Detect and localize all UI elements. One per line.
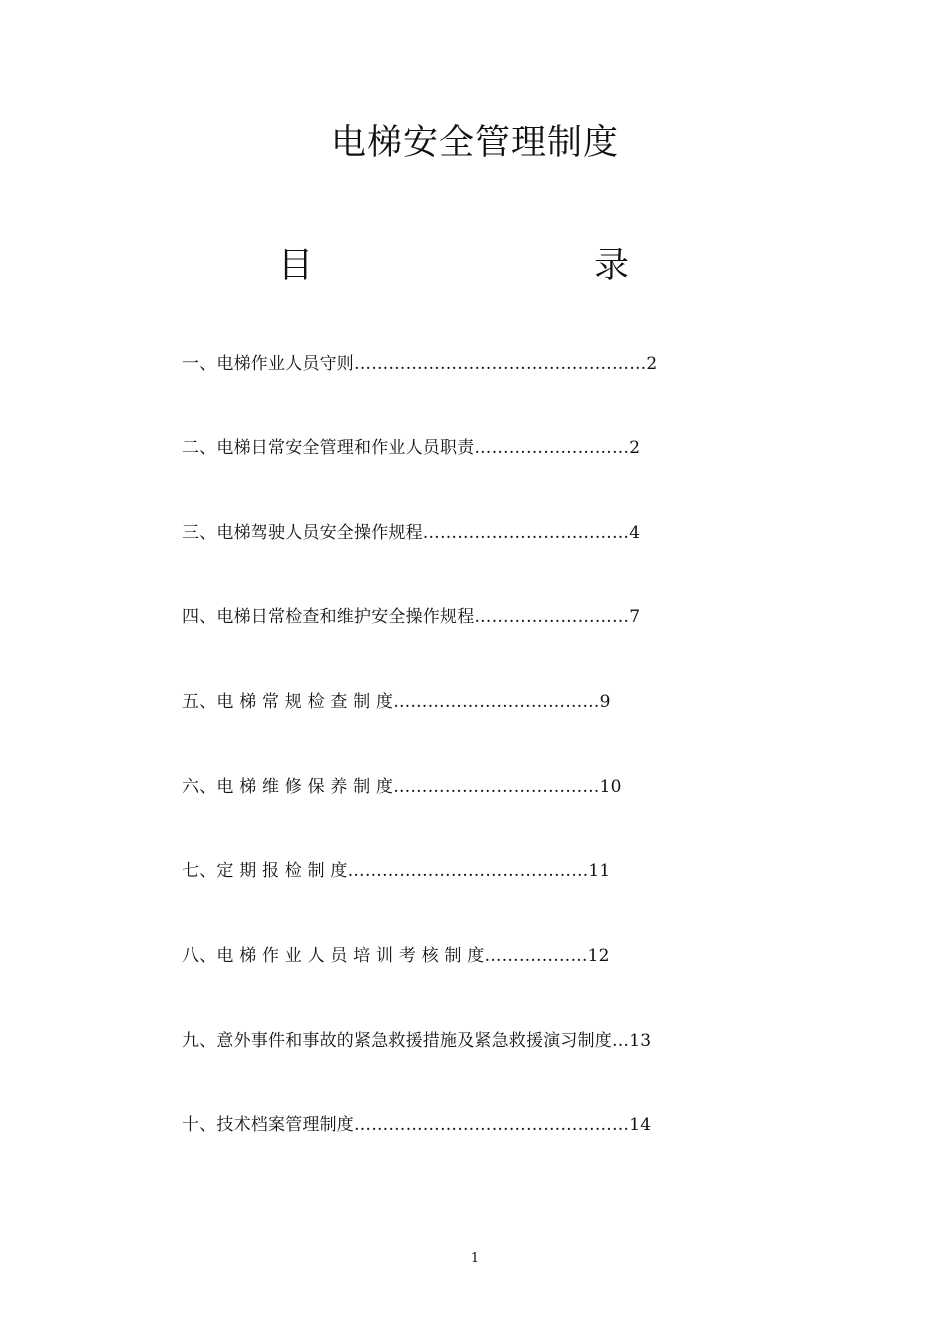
toc-entry[interactable]: 七、定 期 报 检 制 度……………………………………11 [182, 861, 611, 881]
toc-heading-right: 录 [594, 246, 630, 286]
toc-entry[interactable]: 三、电梯驾驶人员安全操作规程………………………………4 [182, 523, 641, 543]
toc-entry[interactable]: 九、意外事件和事故的紧急救援措施及紧急救援演习制度…13 [182, 1031, 652, 1051]
toc-entry[interactable]: 一、电梯作业人员守则……………………………………………2 [182, 354, 658, 374]
document-title: 电梯安全管理制度 [330, 123, 619, 163]
toc-entry[interactable]: 二、电梯日常安全管理和作业人员职责………………………2 [182, 438, 641, 458]
toc-entry[interactable]: 五、电 梯 常 规 检 查 制 度………………………………9 [182, 692, 611, 712]
toc-entry[interactable]: 四、电梯日常检查和维护安全操作规程………………………7 [182, 607, 641, 627]
toc-entry[interactable]: 十、技术档案管理制度…………………………………………14 [182, 1115, 652, 1135]
page-number: 1 [470, 1251, 480, 1266]
toc-entry[interactable]: 六、电 梯 维 修 保 养 制 度………………………………10 [182, 777, 622, 797]
toc-heading-left: 目 [278, 246, 314, 286]
toc-entry[interactable]: 八、电 梯 作 业 人 员 培 训 考 核 制 度………………12 [182, 946, 610, 966]
